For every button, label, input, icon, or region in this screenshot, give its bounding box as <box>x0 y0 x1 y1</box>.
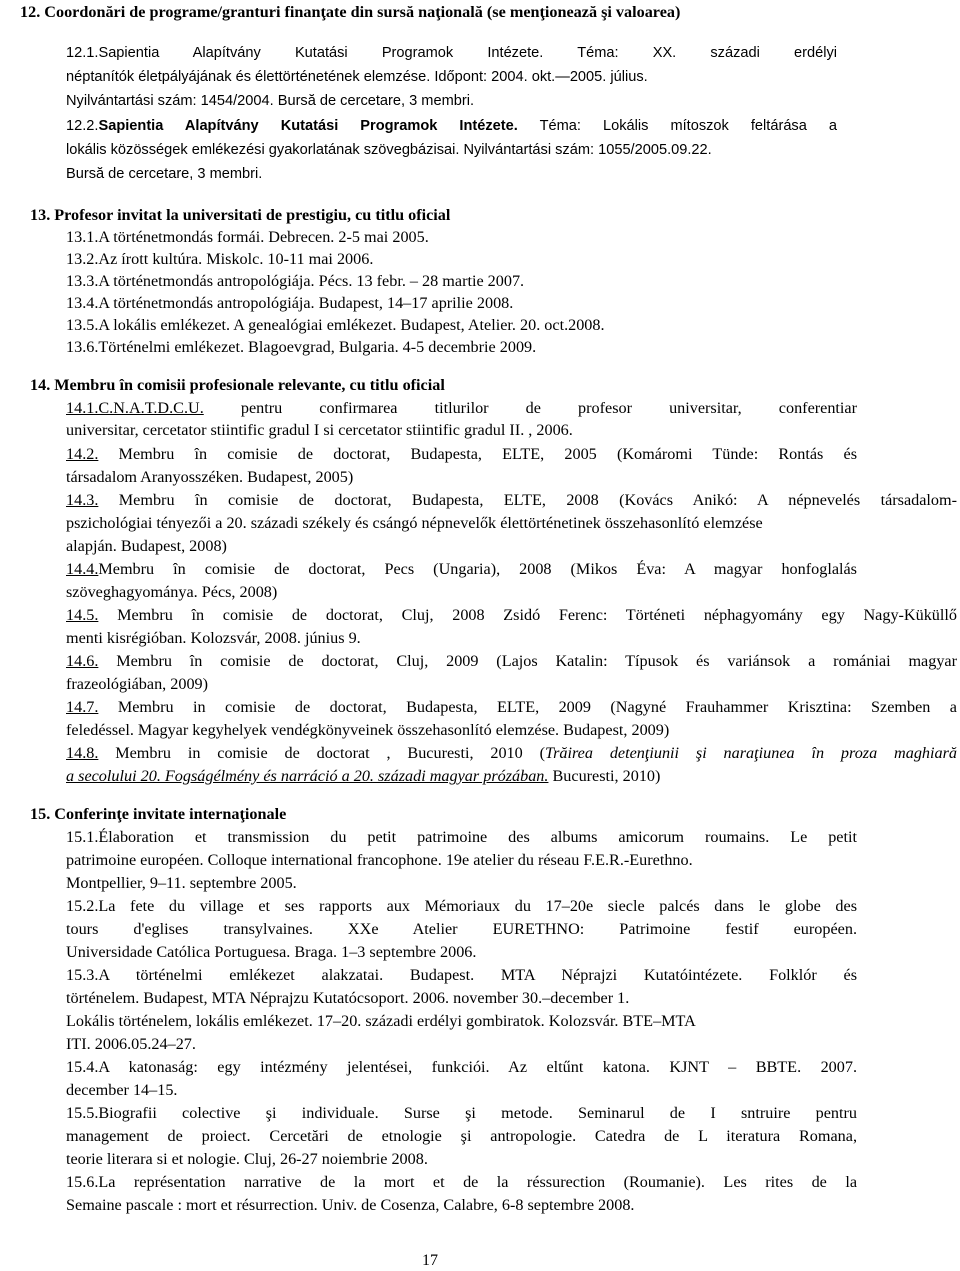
s12-item1-line2: néptanítók életpályájának és élettörténetének elemzése. Időpont: 2004. okt.—2005. július. <box>66 69 648 85</box>
s14-item7-line2: feledéssel. Magyar kegyhelyek vendégkönyveinek összehasonlító elemzése. Budapest, 2009) <box>66 721 670 739</box>
s14-item4-line2: szöveghagyománya. Pécs, 2008) <box>66 583 278 601</box>
s12-item2-number: 12.2. <box>66 118 99 134</box>
s12-item1-line3: Nyilvántartási szám: 1454/2004. Bursă de cercetare, 3 membri. <box>66 93 474 109</box>
s14-item4-number: 14.4. <box>66 560 99 578</box>
s15-item1-line1: 15.1.Élaboration et transmission du petit patrimoine des albums amicorum roumains. Le petit <box>66 828 857 846</box>
s12-item2-topic: Téma: Lokális mítoszok feltárása a <box>517 118 838 134</box>
s15-item6-line2: Semaine pascale : mort et résurrection. Univ. de Cosenza, Calabre, 6-8 septembre 2008. <box>66 1196 635 1214</box>
s14-item6-text: Membru în comisie de doctorat, Cluj, 2009 (Lajos Katalin: Típusok és variánsok a romániai magyar <box>98 652 957 670</box>
s15-item5-line1: 15.5.Biografii colective şi individuale. Surse şi metode. Seminarul de I sntruire pentru <box>66 1104 857 1122</box>
s14-item1-line1 <box>66 398 857 418</box>
s15-item5-line2: management de proiect. Cercetări de etnologie şi antropologie. Catedra de L iteratura Romana, <box>66 1127 857 1145</box>
s15-item4-line1: 15.4.A katonaság: egy intézmény jelentései, funkciói. Az eltűnt katona. KJNT – BBTE. 2007. <box>66 1058 857 1076</box>
s14-item5-line2: menti kisrégióban. Kolozsvár, 2008. június 9. <box>66 629 361 647</box>
s12-item2-line1 <box>66 116 837 136</box>
s14-item5-number: 14.5. <box>66 606 99 624</box>
s14-item2-text: Membru în comisie de doctorat, Budapesta, ELTE, 2005 (Komáromi Tünde: Rontás és <box>98 445 857 463</box>
s14-item6-line2: frazeológiában, 2009) <box>66 675 209 693</box>
s15-item1-line2: patrimoine européen. Colloque international francophone. 19e atelier du réseau F.E.R.-Eurethno. <box>66 851 693 869</box>
s14-item8-number: 14.8. <box>66 744 99 762</box>
s13-item-3: 13.3.A történetmondás antropológiája. Pécs. 13 febr. – 28 martie 2007. <box>66 272 525 290</box>
s14-item1-number: 14.1.C.N.A.T.D.C.U. <box>66 399 204 417</box>
s15-item5-line3: teorie literara si et nologie. Cluj, 26-27 noiembrie 2008. <box>66 1150 428 1168</box>
s14-item2-number: 14.2. <box>66 445 99 463</box>
s14-item4-line1 <box>66 559 857 579</box>
s14-item6-line1 <box>66 651 957 671</box>
s14-item4-text: Membru în comisie de doctorat, Pecs (Ungaria), 2008 (Mikos Éva: A magyar honfoglalás <box>98 560 857 578</box>
s15-item3-line4: ITI. 2006.05.24–27. <box>66 1035 196 1053</box>
s14-item8-line2 <box>66 766 660 786</box>
section-15-title: 15. Conferinţe invitate internaţionale <box>30 805 287 823</box>
s14-item5-text: Membru în comisie de doctorat, Cluj, 2008 Zsidó Ferenc: Történeti néphagyomány egy Nagy-Küküllő <box>98 606 957 624</box>
s13-item-5: 13.5.A lokális emlékezet. A genealógiai emlékezet. Budapest, Atelier. 20. oct.2008. <box>66 316 605 334</box>
s14-item3-line3: alapján. Budapest, 2008) <box>66 537 227 555</box>
section-13-title: 13. Profesor invitat la universitati de prestigiu, cu titlu oficial <box>30 206 451 224</box>
s14-item7-text: Membru in comisie de doctorat, Budapesta, ELTE, 2009 (Nagyné Frauhammer Krisztina: Szemben a <box>98 698 957 716</box>
s15-item2-line2: tours d'eglises transylvaines. XXe Atelier EURETHNO: Patrimoine festif européen. <box>66 920 857 938</box>
section-14-title: 14. Membru în comisii profesionale relevante, cu titlu oficial <box>30 376 445 394</box>
s15-item2-line3: Universidade Católica Portuguesa. Braga. 1–3 septembre 2006. <box>66 943 477 961</box>
s13-item-6: 13.6.Történelmi emlékezet. Blagoevgrad, Bulgaria. 4-5 decembrie 2009. <box>66 338 537 356</box>
s15-item1-line3: Montpellier, 9–11. septembre 2005. <box>66 874 297 892</box>
page-number: 17 <box>422 1252 438 1269</box>
s14-item2-line1 <box>66 444 857 464</box>
s14-item8-italic-subtitle: a secolului 20. Fogságélmény és narráció a 20. századi magyar prózában. <box>66 767 549 785</box>
s15-item6-line1: 15.6.La représentation narrative de la mort et de la réssurection (Roumanie). Les rites de la <box>66 1173 857 1191</box>
section-12-title: 12. Coordonări de programe/granturi finanţate din sursă naţională (se menţionează şi valoarea) <box>20 3 681 21</box>
s12-item2-institution: Sapientia Alapítvány Kutatási Programok Intézete. <box>98 118 518 134</box>
s14-item3-line2: pszichológiai tényezői a 20. századi székely és csángó népnevelők élettörténetinek összehasonlító elemzése <box>66 514 763 532</box>
s12-item2-line2: lokális közösségek emlékezési gyakorlatának szövegbázisai. Nyilvántartási szám: 1055/2005.09.22. <box>66 142 712 158</box>
s14-item8-text: Membru in comisie de doctorat , Bucuresti, 2010 ( <box>98 744 545 762</box>
s15-item3-line3: Lokális történelem, lokális emlékezet. 17–20. századi erdélyi gombiratok. Kolozsvár. BTE–MTA <box>66 1012 696 1030</box>
s14-item8-line1 <box>66 743 957 763</box>
s14-item8-italic-title: Trăirea detenţiunii şi naraţiunea în proza maghiară <box>544 744 957 762</box>
s13-item-2: 13.2.Az írott kultúra. Miskolc. 10-11 mai 2006. <box>66 250 374 268</box>
s15-item4-line2: december 14–15. <box>66 1081 178 1099</box>
s14-item1-line2: universitar, cercetator stiintific gradul I si cercetator stiintific gradul II. , 2006. <box>66 421 573 439</box>
s14-item5-line1 <box>66 605 957 625</box>
s15-item2-line1: 15.2.La fete du village et ses rapports aux Mémoriaux du 17–20e siecle palcés dans le globe des <box>66 897 857 915</box>
s13-item-4: 13.4.A történetmondás antropológiája. Budapest, 14–17 aprilie 2008. <box>66 294 514 312</box>
s13-item-1: 13.1.A történetmondás formái. Debrecen. 2-5 mai 2005. <box>66 228 429 246</box>
s14-item1-text: pentru confirmarea titlurilor de profesor universitar, conferentiar <box>203 399 857 417</box>
s14-item3-number: 14.3. <box>66 491 99 509</box>
s12-item2-line3: Bursă de cercetare, 3 membri. <box>66 166 263 182</box>
s14-item3-text: Membru în comisie de doctorat, Budapesta, ELTE, 2008 (Kovács Anikó: A népnevelés társadalom- <box>98 491 957 509</box>
s14-item6-number: 14.6. <box>66 652 99 670</box>
s14-item7-line1 <box>66 697 957 717</box>
s14-item3-line1 <box>66 490 957 510</box>
s14-item8-end: Bucuresti, 2010) <box>548 767 661 785</box>
s14-item2-line2: társadalom Aranyosszéken. Budapest, 2005) <box>66 468 354 486</box>
s15-item3-line2: történelem. Budapest, MTA Néprajzu Kutatócsoport. 2006. november 30.–december 1. <box>66 989 630 1007</box>
s12-item1-line1: 12.1.Sapientia Alapítvány Kutatási Programok Intézete. Téma: XX. századi erdélyi <box>66 45 837 61</box>
s15-item3-line1: 15.3.A történelmi emlékezet alakzatai. Budapest. MTA Néprajzi Kutatóintézete. Folklór és <box>66 966 857 984</box>
s14-item7-number: 14.7. <box>66 698 99 716</box>
